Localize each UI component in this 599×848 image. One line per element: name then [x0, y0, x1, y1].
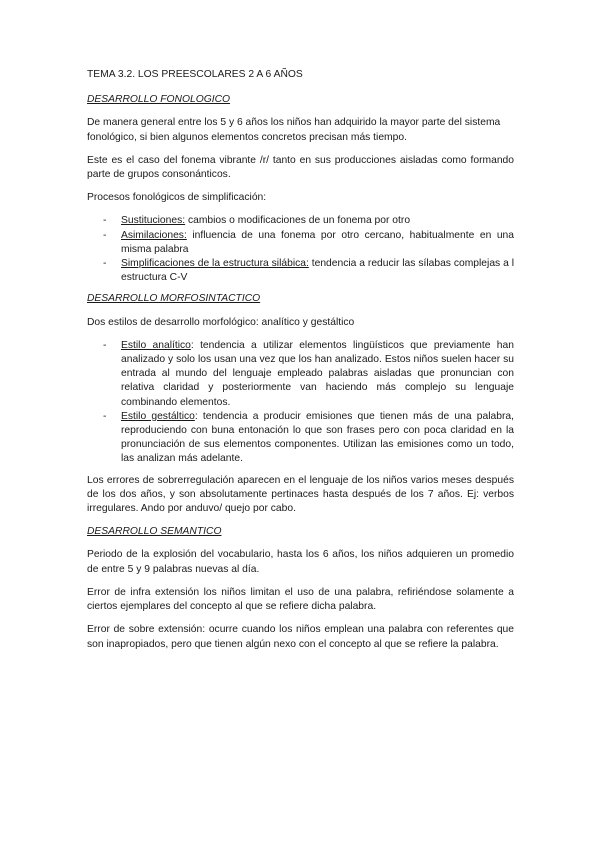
document-page	[87, 68, 514, 661]
paragraph-semantico-1: Periodo de la explosión del vocabulario, hasta los 6 años, los niños adquieren un promedio de entre 5 y 9 palabras nuevas al día.	[87, 549, 514, 575]
paragraph-semantico-2: Error de infra extensión los niños limitan el uso de una palabra, refiriéndose solamente a ciertos ejemplares del concepto al que se refiere dicha palabra.	[87, 586, 514, 613]
list-procesos-fonologicos	[87, 214, 514, 285]
list-item-text: tendencia a reducir las sílabas complejas a l estructura C-V	[121, 258, 514, 284]
list-item-term: Estilo analítico	[121, 339, 191, 351]
paragraph-fonologico-1: De manera general entre los 5 y 6 años los niños han adquirido la mayor parte del sistema fonológico, si bien algunos elementos concretos precisan más tiempo.	[87, 117, 501, 143]
paragraph-morfosintactico-2: Los errores de sobrerregulación aparecen en el lenguaje de los niños varios meses después de los dos años, y son absolutamente pertinaces hasta después de los 7 años. Ej: verbos irregulares. Ando por anduvo/ quejo por cabo.	[87, 474, 514, 515]
list-item-term: Sustituciones:	[121, 215, 186, 227]
list-item-term: Simplificaciones de la estructura silábica:	[121, 258, 309, 270]
paragraph-fonologico-2: Este es el caso del fonema vibrante /r/ tanto en sus producciones aisladas como formando parte de grupos consonánticos.	[87, 154, 514, 181]
list-item	[87, 339, 514, 410]
list-item-term: Asimilaciones:	[121, 229, 187, 241]
paragraph-morfosintactico-1: Dos estilos de desarrollo morfológico: analítico y gestáltico	[87, 316, 355, 328]
paragraph-fonologico-3: Procesos fonológicos de simplificación:	[87, 192, 267, 204]
list-item-term: Estilo gestáltico	[121, 410, 195, 422]
paragraph-semantico-3: Error de sobre extensión: ocurre cuando los niños emplean una palabra con referentes que son inapropiados, pero que tienen algún nexo con el concepto al que se refiere la palabra.	[87, 624, 514, 650]
list-item	[87, 214, 514, 228]
dash-bullet: -	[103, 258, 107, 270]
list-item-text: : tendencia a utilizar elementos lingüísticos que previamente han analizado y solo los usan una vez que los han analizado. Estos niños suelen hacer su entrada al mundo del lenguaje empleado palabras aisladas que pronuncian con relativa claridad y posteriormente van haciendo más complejo su lenguaje combinando elementos.	[121, 339, 514, 408]
dash-bullet: -	[103, 410, 107, 422]
heading-semantico: DESARROLLO SEMANTICO	[87, 526, 222, 538]
list-item	[87, 257, 514, 285]
dash-bullet: -	[103, 215, 107, 227]
document-title: TEMA 3.2. LOS PREESCOLARES 2 A 6 AÑOS	[87, 69, 303, 80]
list-estilos	[87, 339, 514, 467]
list-item	[87, 229, 514, 257]
list-item-text: : tendencia a producir emisiones que tienen más de una palabra, reproduciendo con buna entonación lo que son frases pero con poca claridad en la pronunciación de sus elementos componentes. Utilizan las emisiones como un todo, las analizan más adelante.	[121, 410, 514, 465]
heading-morfosintactico: DESARROLLO MORFOSINTACTICO	[87, 293, 261, 305]
heading-fonologico: DESARROLLO FONOLOGICO	[87, 94, 231, 106]
dash-bullet: -	[103, 229, 107, 241]
list-item	[87, 410, 514, 467]
list-item-text: cambios o modificaciones de un fonema por otro	[185, 215, 411, 227]
list-item-text: influencia de una fonema por otro cercano, habitualmente en una misma palabra	[121, 229, 514, 255]
dash-bullet: -	[103, 339, 107, 351]
